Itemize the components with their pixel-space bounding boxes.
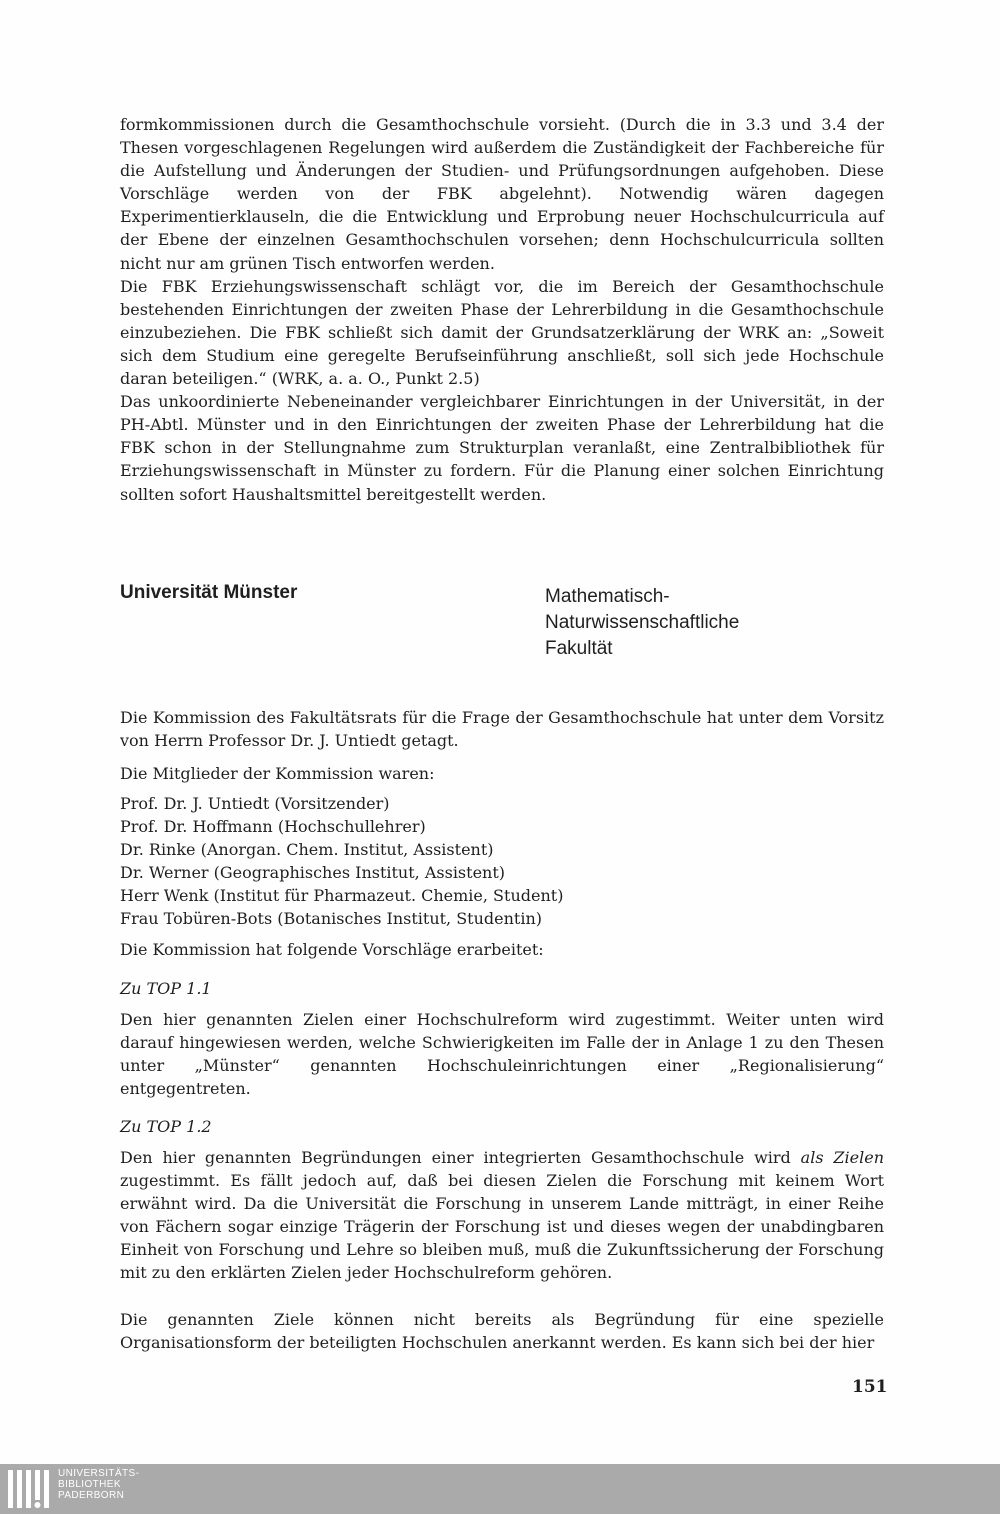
top-text-block	[120, 113, 884, 506]
member-item: Herr Wenk (Institut für Pharmazeut. Chemie, Student)	[120, 886, 564, 906]
member-item: Dr. Rinke (Anorgan. Chem. Institut, Assistent)	[120, 840, 494, 860]
section-heading-university: Universität Münster	[120, 582, 298, 603]
top-1-2-text-a: Den hier genannten Begründungen einer integrierten Gesamthochschule wird	[120, 1148, 801, 1167]
member-item: Dr. Werner (Geographisches Institut, Assistent)	[120, 863, 506, 883]
logo-line-3: PADERBORN	[58, 1490, 125, 1501]
page-number: 151	[852, 1377, 888, 1397]
logo-line-1: UNIVERSITÄTS-	[58, 1468, 140, 1479]
library-logo-text	[58, 1468, 178, 1501]
top-1-1-text: Den hier genannten Zielen einer Hochschulreform wird zugestimmt. Weiter unten wird darauf hingewiesen werden, welche Schwierigkeiten im Falle der in Anlage 1 zu den Thesen unter „Münster“ genannten Hochschuleinrichtungen einer „Regionalisierung“ entgegentreten.	[120, 1010, 884, 1099]
member-item: Prof. Dr. Hoffmann (Hochschullehrer)	[120, 817, 426, 837]
top-1-2-emphasis: als Zielen	[800, 1148, 884, 1167]
faculty-line-2: Naturwissenschaftliche	[545, 612, 740, 633]
top-1-1-heading: Zu TOP 1.1	[120, 979, 212, 998]
paragraph-2: Die FBK Erziehungswissenschaft schlägt vor, die im Bereich der Gesamthochschule bestehenden Einrichtungen der zweiten Phase der Lehrerbildung in die Gesamthochschule einzubeziehen. Die FBK schließt sich damit der Grundsatzerklärung der WRK an: „Soweit sich dem Studium eine geregelte Berufseinführung anschließt, soll sich jede Hochschule daran beteiligen.“ (WRK, a. a. O., Punkt 2.5)	[120, 276, 884, 389]
paragraph-1: formkommissionen durch die Gesamthochschule vorsieht. (Durch die in 3.3 und 3.4 der Thesen vorgeschlagenen Regelungen wird außerdem die Zuständigkeit der Fachbereiche für die Aufstellung und Änderungen der Studien- und Prüfungsordnungen aufgehoben. Diese Vorschläge werden von der FBK abgelehnt). Notwendig wären dagegen Experimentierklauseln, die die Entwicklung und Erprobung neuer Hochschulcurricula auf der Ebene der einzelnen Gesamthochschulen vorsehen; denn Hochschulcurricula sollten nicht nur am grünen Tisch entworfen werden.	[120, 115, 884, 273]
paragraph-3: Das unkoordinierte Nebeneinander vergleichbarer Einrichtungen in der Universität, in der PH-Abtl. Münster und in den Einrichtungen der zweiten Phase der Lehrerbildung hat die FBK schon in der Stellungnahme zum Strukturplan veranlaßt, eine Zentralbibliothek für Erziehungswissenschaft in Münster zu fordern. Für die Planung einer solchen Einrichtung sollten sofort Haushaltsmittel bereitgestellt werden.	[120, 392, 884, 504]
proposals-intro: Die Kommission hat folgende Vorschläge erarbeitet:	[120, 940, 544, 959]
top-1-2-text-2: Die genannten Ziele können nicht bereits als Begründung für eine spezielle Organisationsform der beteiligten Hochschulen anerkannt werden. Es kann sich bei der hier	[120, 1310, 884, 1353]
library-footer	[0, 1464, 1000, 1514]
section-heading-faculty	[545, 584, 845, 662]
top-1-2-text-b: zugestimmt. Es fällt jedoch auf, daß bei diesen Zielen die Forschung mit keinem Wort erwähnt wird. Da die Universität die Forschung in unserem Lande mitträgt, in einer Reihe von Fächern sogar einzige Trägerin der Forschung ist und dieses wegen der unabdingbaren Einheit von Forschung und Lehre so bleiben muß, muß die Zukunftssicherung der Forschung mit zu den erklärten Zielen jeder Hochschulreform gehören.	[120, 1171, 884, 1283]
top-1-2-text	[120, 1146, 884, 1285]
member-item: Prof. Dr. J. Untiedt (Vorsitzender)	[120, 794, 390, 813]
faculty-line-1: Mathematisch-	[545, 586, 670, 607]
logo-line-2: BIBLIOTHEK	[58, 1479, 121, 1490]
member-item: Frau Tobüren-Bots (Botanisches Institut, Studentin)	[120, 909, 543, 929]
intro-paragraph: Die Kommission des Fakultätsrats für die Frage der Gesamthochschule hat unter dem Vorsitz von Herrn Professor Dr. J. Untiedt getagt.	[120, 708, 884, 751]
members-intro: Die Mitglieder der Kommission waren:	[120, 764, 435, 783]
members-list	[120, 792, 884, 931]
faculty-line-3: Fakultät	[545, 638, 613, 659]
top-1-2-heading: Zu TOP 1.2	[120, 1117, 212, 1136]
library-logo-icon	[6, 1464, 54, 1514]
